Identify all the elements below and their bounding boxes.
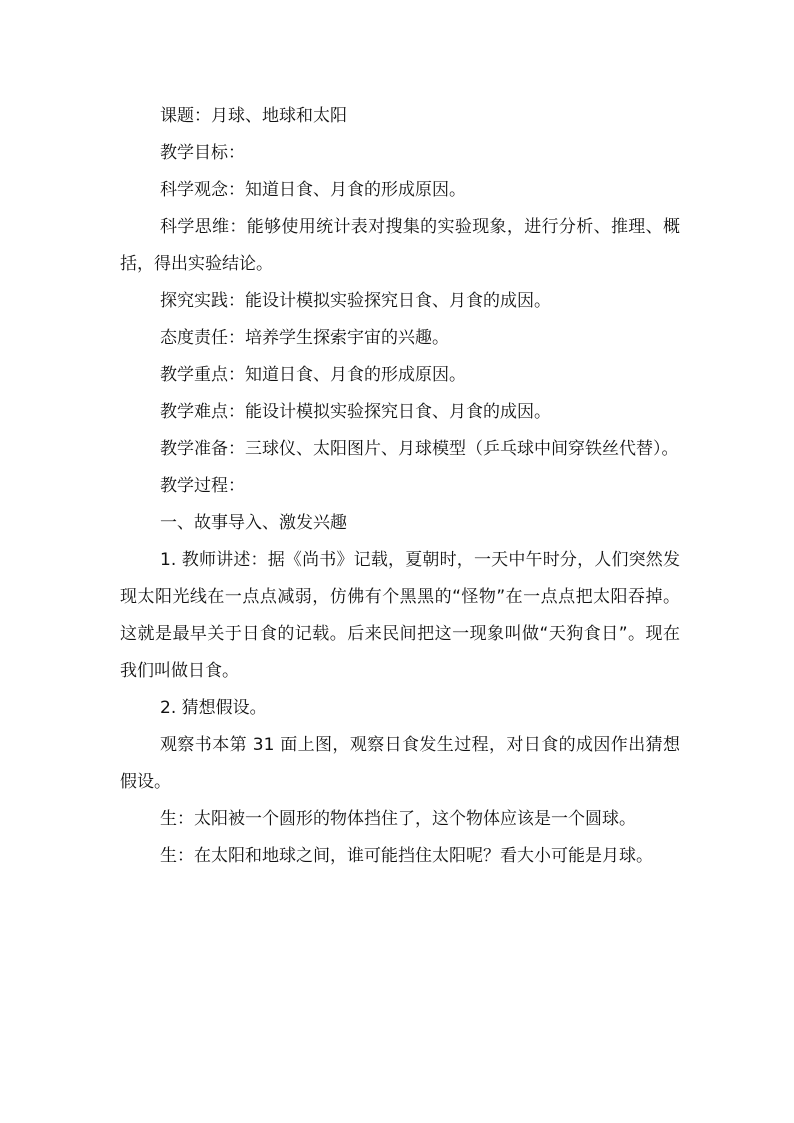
section-story-intro: 一、故事导入、激发兴趣 — [160, 513, 347, 533]
student-answer-1: 生：太阳被一个圆形的物体挡住了，这个物体应该是一个圆球。 — [160, 809, 636, 829]
teaching-preparation: 教学准备：三球仪、太阳图片、月球模型（乒乓球中间穿铁丝代替）。 — [160, 439, 679, 459]
teaching-difficulty: 教学难点：能设计模拟实验探究日食、月食的成因。 — [160, 402, 551, 422]
teaching-key-point: 教学重点：知道日食、月食的形成原因。 — [160, 365, 466, 385]
goal-attitude-responsibility: 态度责任：培养学生探索宇宙的兴趣。 — [160, 328, 449, 348]
lesson-title: 课题：月球、地球和太阳 — [160, 106, 347, 126]
goal-inquiry-practice: 探究实践：能设计模拟实验探究日食、月食的成因。 — [160, 291, 551, 311]
observation-instruction: 观察书本第 31 面上图，观察日食发生过程，对日食的成因作出猜想假设。 — [120, 735, 680, 792]
step-hypothesis: 2. 猜想假设。 — [160, 698, 267, 718]
goal-science-concept: 科学观念：知道日食、月食的形成原因。 — [160, 180, 466, 200]
document-page — [120, 98, 680, 875]
step-teacher-narration: 1. 教师讲述：据《尚书》记载，夏朝时，一天中午时分，人们突然发现太阳光线在一点点减弱，仿佛有个黑黑的“怪物”在一点点把太阳吞掉。这就是最早关于日食的记载。后来民间把这一现象叫做“天狗食日”。现在我们叫做日食。 — [120, 550, 680, 681]
student-answer-2: 生：在太阳和地球之间，谁可能挡住太阳呢？看大小可能是月球。 — [160, 846, 653, 866]
goal-science-thinking: 科学思维：能够使用统计表对搜集的实验现象，进行分析、推理、概括，得出实验结论。 — [120, 217, 680, 274]
section-teaching-process: 教学过程： — [160, 476, 245, 496]
section-teaching-goals: 教学目标： — [160, 143, 245, 163]
